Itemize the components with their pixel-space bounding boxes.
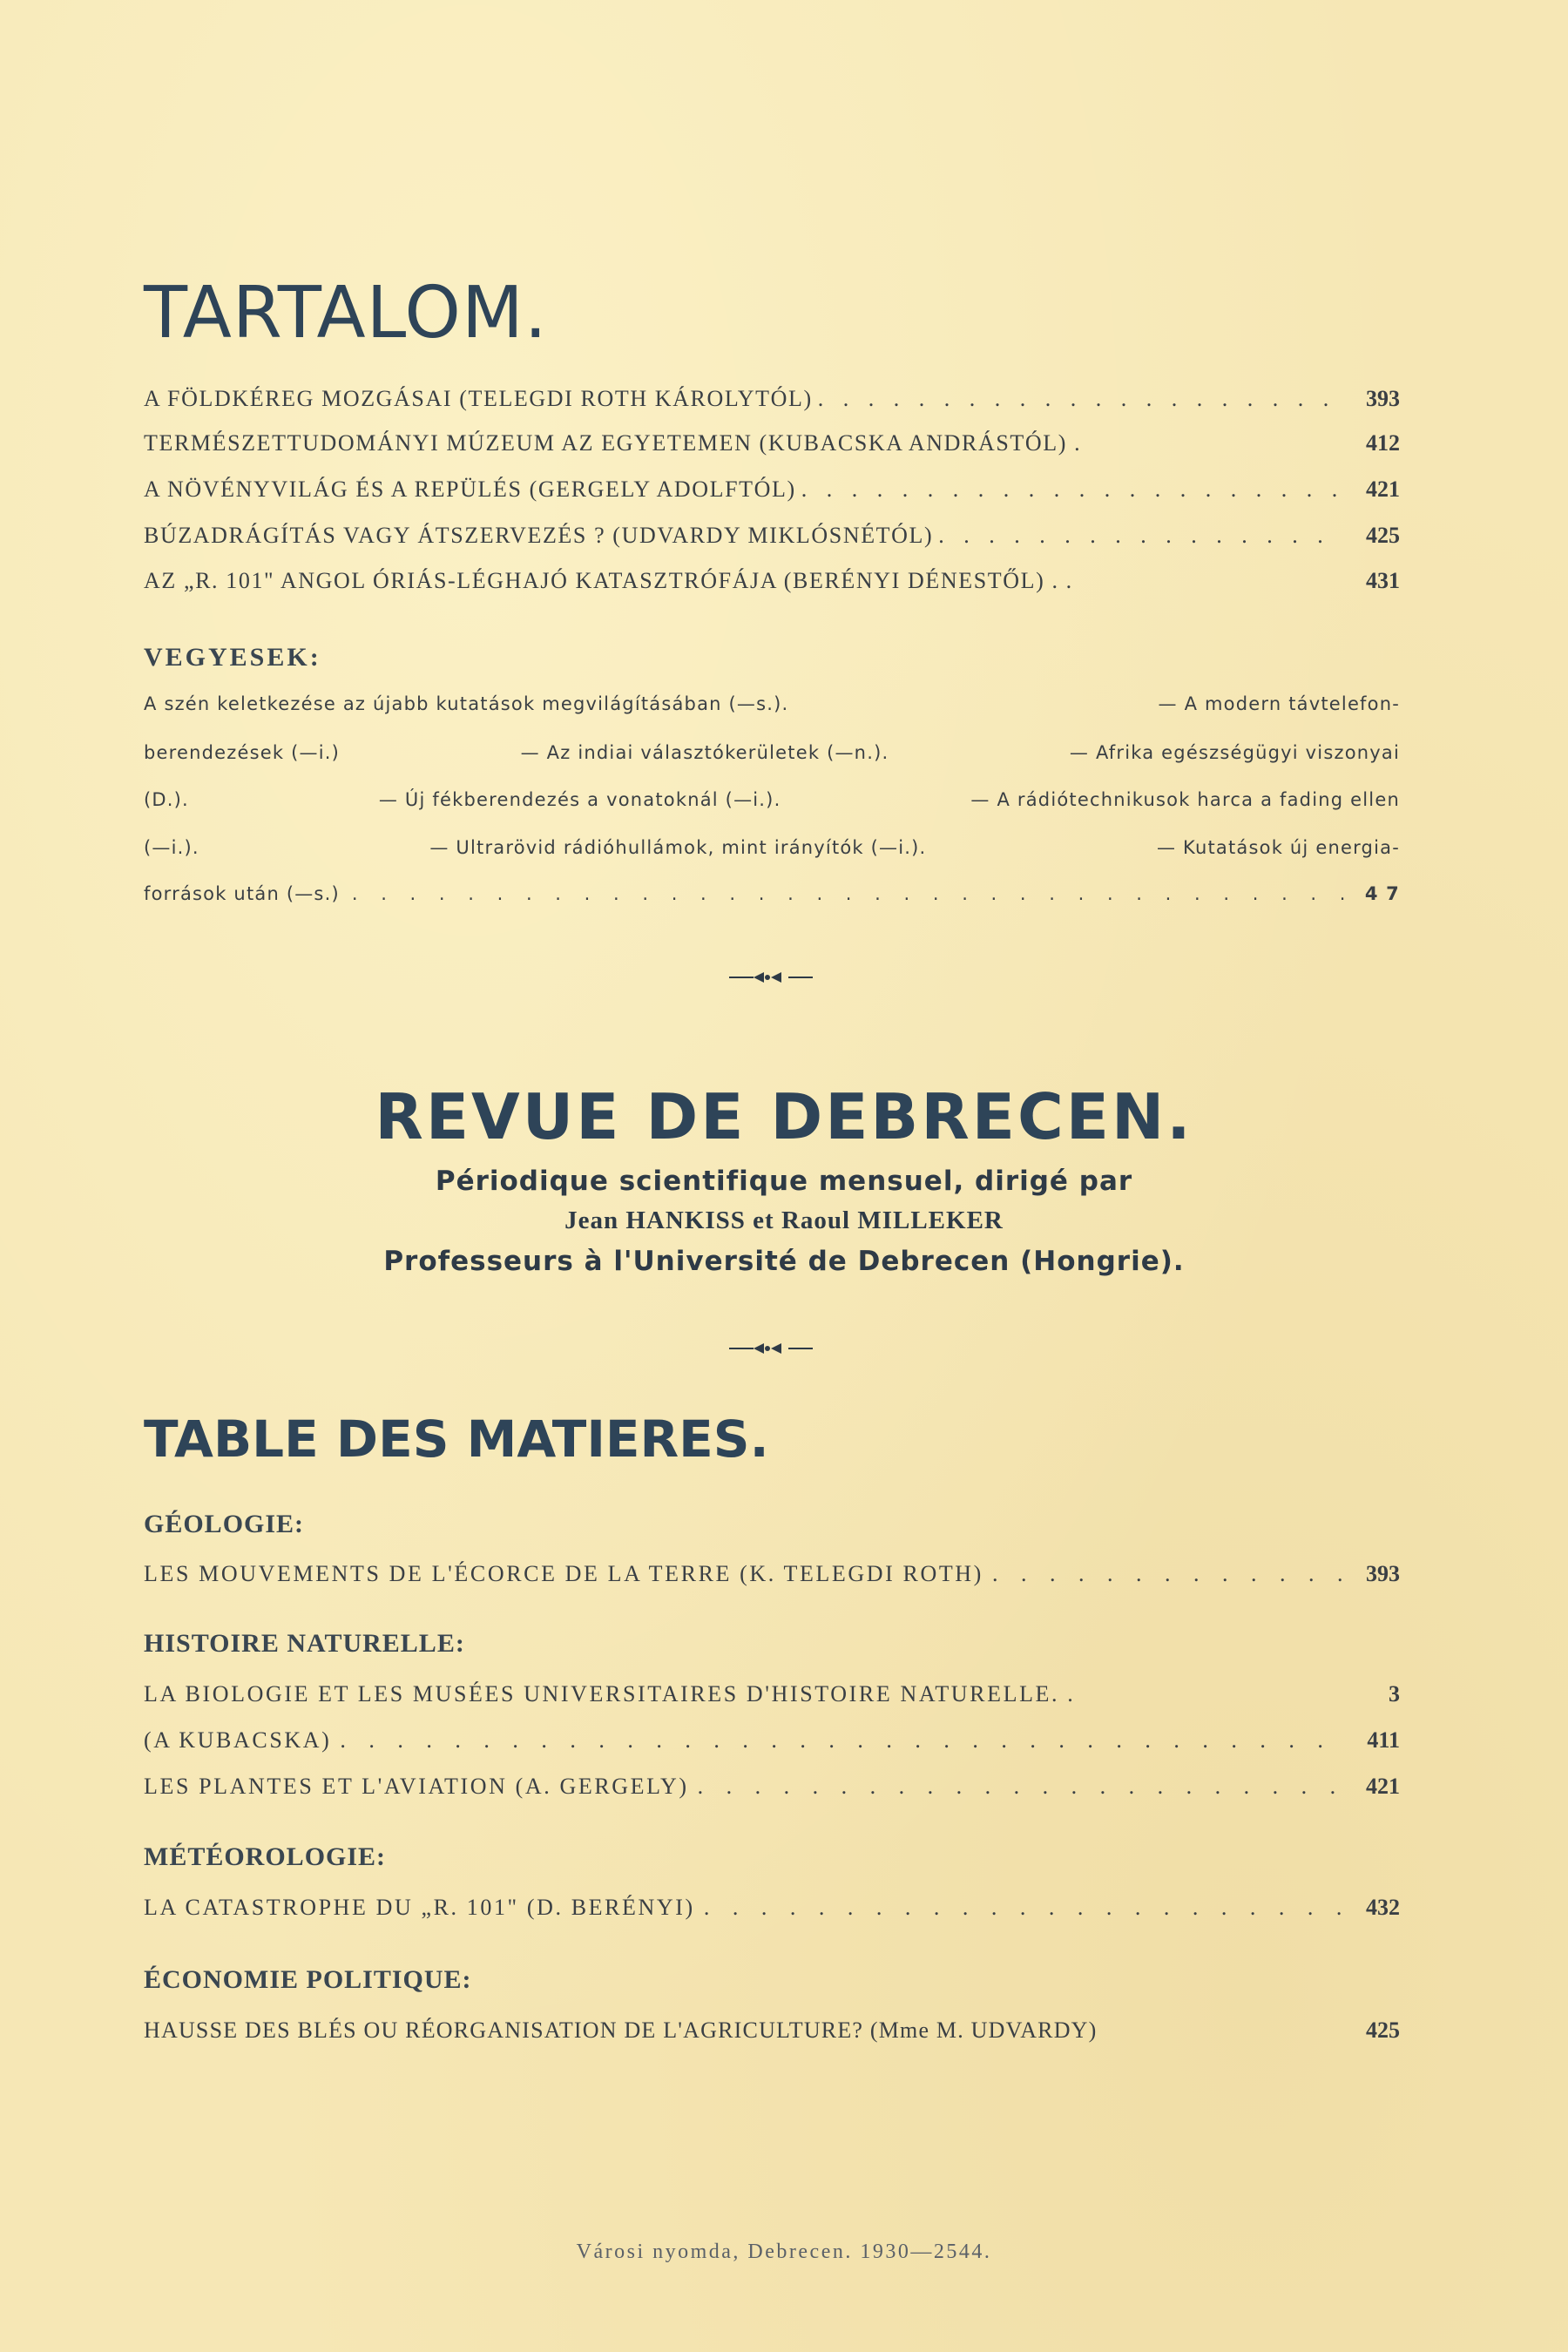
- toc-entry-page: 393: [1366, 386, 1400, 411]
- misc-line: [144, 789, 1400, 810]
- leader-dots: [698, 1774, 1343, 1800]
- table-row-page: 421: [1366, 1774, 1400, 1799]
- misc-item: — Kutatások új energia-: [1156, 837, 1400, 858]
- revue-affiliation: Professeurs à l'Université de Debrecen (Hongrie).: [383, 1246, 1185, 1277]
- table-row-page: 432: [1366, 1895, 1400, 1920]
- misc-item: — A rádiótechnikusok harca a fading ellen: [970, 789, 1400, 810]
- table-row-text: HAUSSE DES BLÉS OU RÉORGANISATION DE L'AGRICULTURE? (Mme M. UDVARDY): [144, 2017, 1098, 2043]
- leader-dots: [352, 883, 1353, 904]
- misc-item: (—i.).: [144, 837, 199, 858]
- toc-entry: [144, 430, 1400, 456]
- toc-entry-text: BÚZADRÁGÍTÁS VAGY ÁTSZERVEZÉS ? (UDVARDY MIKLÓSNÉTÓL): [144, 523, 934, 548]
- table-row-page: 3: [1389, 1681, 1400, 1707]
- misc-item: — Afrika egészségügyi viszonyai: [1069, 742, 1400, 763]
- misc-item: — A modern távtelefon-: [1158, 693, 1400, 714]
- leader-dots: [992, 1561, 1343, 1587]
- leader-dots: [938, 523, 1343, 549]
- toc-entry-text: A NÖVÉNYVILÁG ÉS A REPÜLÉS (GERGELY ADOLFTÓL): [144, 476, 796, 502]
- section-heading-histoire-naturelle: HISTOIRE NATURELLE:: [144, 1629, 465, 1658]
- section-heading-geologie: GÉOLOGIE:: [144, 1510, 305, 1538]
- toc-entry: [144, 568, 1400, 594]
- toc-entry-page: 412: [1366, 430, 1400, 456]
- table-row: [144, 1727, 1400, 1754]
- toc-entry: [144, 476, 1400, 503]
- toc-entry-page: 425: [1366, 523, 1400, 548]
- revue-title: REVUE DE DEBRECEN.: [375, 1080, 1193, 1153]
- revue-editors: Jean HANKISS et Raoul MILLEKER: [564, 1206, 1004, 1234]
- leader-dots: [801, 476, 1343, 503]
- misc-item: — Az indiai választókerületek (—n.).: [520, 742, 889, 763]
- table-row-text: LA BIOLOGIE ET LES MUSÉES UNIVERSITAIRES D'HISTOIRE NATURELLE. .: [144, 1681, 1076, 1707]
- leader-dots: [704, 1895, 1343, 1921]
- misc-item: A szén keletkezése az újabb kutatások megvilágításában (—s.).: [144, 693, 789, 714]
- ornament-divider: [727, 969, 814, 986]
- table-row-page: 393: [1366, 1561, 1400, 1586]
- misc-item: — Ultrarövid rádióhullámok, mint irányítók (—i.).: [429, 837, 927, 858]
- toc-entry-page: 431: [1366, 568, 1400, 593]
- tartalom-title: TARTALOM.: [144, 272, 548, 355]
- misc-item: források után (—s.): [144, 883, 340, 904]
- misc-line: [144, 693, 1400, 714]
- leader-dots: [818, 386, 1343, 412]
- table-row: [144, 1681, 1400, 1707]
- table-row-text: LES PLANTES ET L'AVIATION (A. GERGELY): [144, 1774, 689, 1799]
- misc-page: 4 7: [1364, 883, 1400, 904]
- table-row: [144, 1895, 1400, 1921]
- table-row-text: LES MOUVEMENTS DE L'ÉCORCE DE LA TERRE (K. TELEGDI ROTH): [144, 1561, 983, 1586]
- table-row-text: (A KUBACSKA): [144, 1727, 332, 1753]
- table-row-page: 425: [1366, 2017, 1400, 2043]
- ornament-divider: [727, 1340, 814, 1357]
- misc-line: [144, 742, 1400, 763]
- toc-entry-text: AZ „R. 101" ANGOL ÓRIÁS-LÉGHAJÓ KATASZTRÓFÁJA (BERÉNYI DÉNESTŐL) . .: [144, 568, 1073, 593]
- printer-footer: Városi nyomda, Debrecen. 1930—2544.: [576, 2240, 992, 2263]
- table-row: [144, 1561, 1400, 1587]
- table-row: [144, 2017, 1400, 2044]
- toc-entry: [144, 523, 1400, 549]
- toc-entry-text: A FÖLDKÉREG MOZGÁSAI (TELEGDI ROTH KÁROLYTÓL): [144, 386, 813, 411]
- misc-line: [144, 883, 1400, 904]
- misc-line: [144, 837, 1400, 858]
- toc-entry-text: TERMÉSZETTUDOMÁNYI MÚZEUM AZ EGYETEMEN (KUBACSKA ANDRÁSTÓL) .: [144, 430, 1082, 456]
- table-row-page: 411: [1367, 1727, 1400, 1753]
- misc-item: berendezések (—i.): [144, 742, 341, 763]
- misc-item: (D.).: [144, 789, 189, 810]
- misc-item: — Új fékberendezés a vonatoknál (—i.).: [378, 789, 781, 810]
- revue-subtitle: Périodique scientifique mensuel, dirigé par: [435, 1166, 1133, 1197]
- table-row: [144, 1774, 1400, 1800]
- leader-dots: [340, 1727, 1343, 1754]
- toc-entry-page: 421: [1366, 476, 1400, 502]
- table-title: TABLE DES MATIERES.: [144, 1409, 769, 1469]
- section-heading-meteorologie: MÉTÉOROLOGIE:: [144, 1842, 387, 1871]
- vegyesek-heading: VEGYESEK:: [144, 643, 321, 672]
- section-heading-economie-politique: ÉCONOMIE POLITIQUE:: [144, 1965, 472, 1994]
- toc-entry: [144, 386, 1400, 412]
- table-row-text: LA CATASTROPHE DU „R. 101" (D. BERÉNYI): [144, 1895, 695, 1920]
